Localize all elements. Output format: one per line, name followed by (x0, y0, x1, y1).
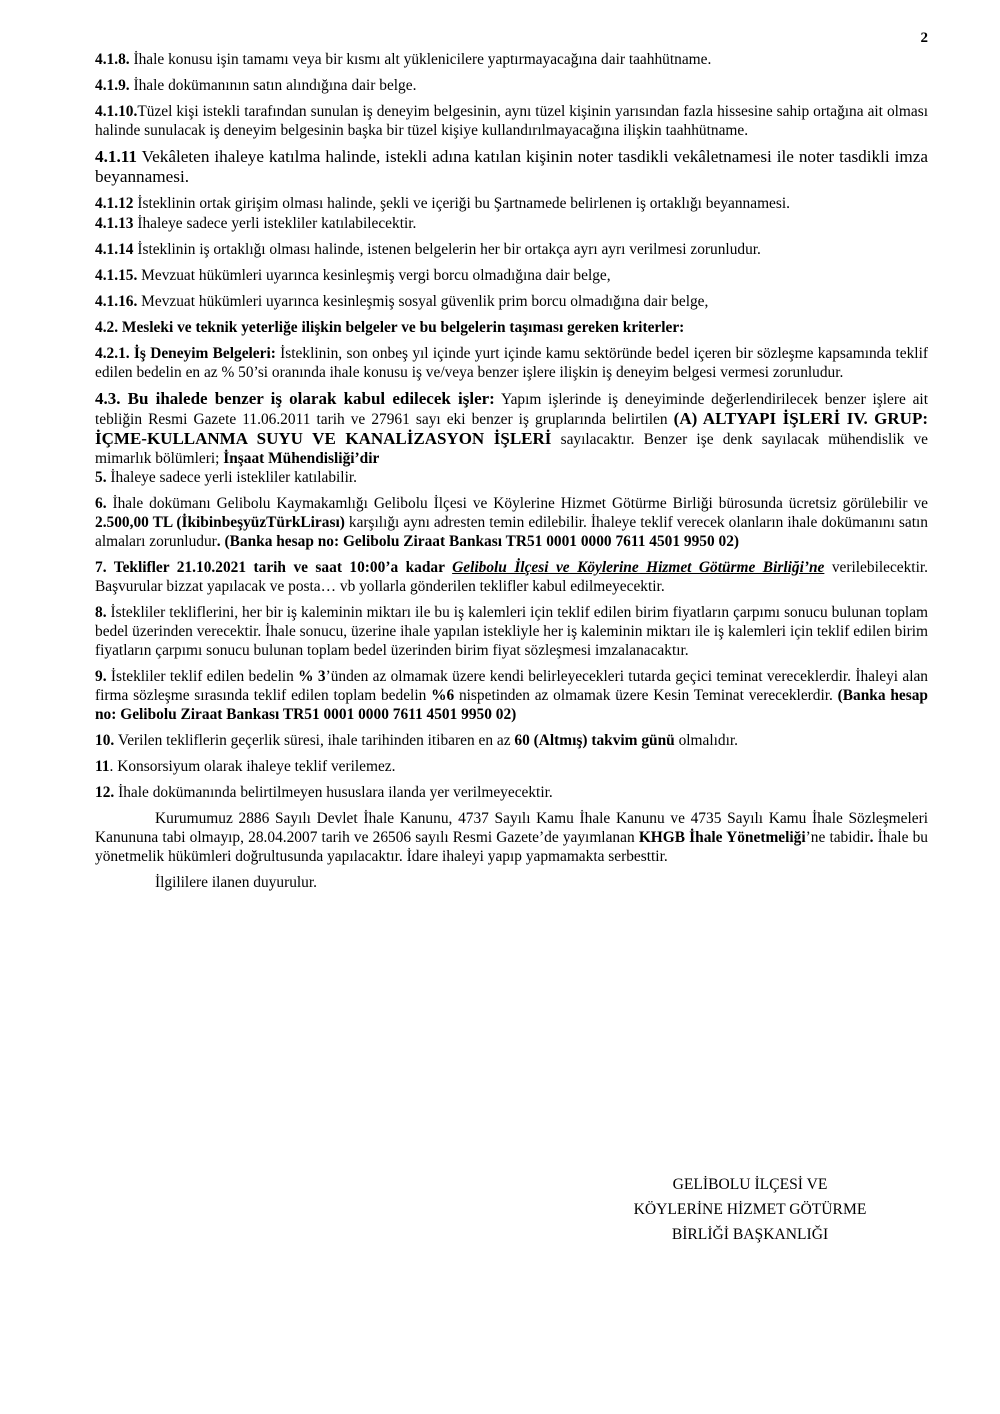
clause-6 (95, 494, 928, 551)
document-body (95, 50, 928, 899)
clause-text: olmalıdır. (674, 732, 739, 749)
clause-4-1-14 (95, 240, 928, 259)
submission-place: Gelibolu İlçesi ve Köylerine Hizmet Götürme Birliği’ne (452, 559, 825, 576)
clause-text: karşılığı aynı adresten temin edilebilir. İhaleye teklif verecek olanların ihale dokümanını satın almaları zorunludur (95, 514, 928, 550)
clause-4-1-16 (95, 292, 928, 311)
clause-number: 4.1.15. (95, 267, 138, 284)
clause-4-1-15 (95, 266, 928, 285)
clause-11 (95, 757, 928, 776)
clause-text: İhale konusu işin tamamı veya bir kısmı alt yüklenicilere yaptırmayacağına dair taahhütname. (129, 51, 712, 68)
clause-number: 4.1.8. (95, 51, 130, 68)
clause-8 (95, 603, 928, 660)
clause-number: 4.1.9. (95, 77, 130, 94)
validity-period: 60 (Altmış) takvim günü (514, 732, 675, 749)
clause-number: 12. (95, 784, 115, 801)
clause-9 (95, 667, 928, 724)
bank-account: . (Banka hesap no: Gelibolu Ziraat Bankası TR51 0001 0000 7611 4501 9950 02) (216, 533, 740, 550)
clause-10 (95, 731, 928, 750)
deadline-text: 7. Teklifler 21.10.2021 tarih ve saat 10:00’a kadar (95, 559, 453, 576)
clause-number: 11 (95, 758, 110, 775)
clause-text: Vekâleten ihaleye katılma halinde, istekli adına katılan kişinin noter tasdikli vekâletnamesi ile noter tasdikli imza beyannamesi. (95, 147, 928, 186)
signature-line-1: GELİBOLU İLÇESİ VE (672, 1176, 828, 1193)
section-heading-text: 4.2. Mesleki ve teknik yeterliğe ilişkin belgeler ve bu belgelerin taşıması gereken kriterler: (95, 319, 685, 336)
signature-block (610, 1172, 890, 1247)
engineering-department: İnşaat Mühendisliği’dir (223, 450, 380, 467)
clause-4-3 (95, 389, 928, 487)
clause-text: Verilen tekliflerin geçerlik süresi, ihale tarihinden itibaren en az (114, 732, 515, 749)
clause-text: İsteklinin ortak girişim olması halinde, şekli ve içeriği bu Şartnamede belirlenen iş ortaklığı beyannamesi. (133, 195, 790, 212)
clause-text: Tüzel kişi istekli tarafından sunulan iş deneyim belgesinin, aynı tüzel kişinin yarısından fazla hissesine sahip ortağına ait olması halinde sunulacak iş deneyim belgesinin başka bir tüzel kişiye kullandırılmayacağına ilişkin taahhütname. (95, 103, 928, 139)
closing-period: . (869, 829, 874, 846)
clause-12 (95, 783, 928, 802)
announcement-text: İlgililere ilanen duyurulur. (155, 874, 317, 891)
clause-text: İhaleye sadece yerli istekliler katılabilir. (106, 469, 357, 486)
closing-text: İhale bu yönetmelik hükümleri doğrultusunda yapılacaktır. İdare ihaleyi yapıp yapmamakta serbesttir. (95, 829, 928, 865)
clause-text: İhaleye sadece yerli istekliler katılabilecektir. (133, 215, 417, 232)
announcement-line (95, 873, 928, 892)
document-price: 2.500,00 TL (İkibinbeşyüzTürkLirası) (95, 514, 345, 531)
signature-line-2: KÖYLERİNE HİZMET GÖTÜRME (633, 1201, 867, 1218)
clause-number: 4.1.12 (95, 195, 134, 212)
clause-number: 8. (95, 604, 107, 621)
clause-text: ’ünden az olmamak üzere kendi belirleyecekleri tutarda geçici teminat vereceklerdir. İhaleyi alan firma sözleşme sırasında teklif edilen toplam bedelin (95, 668, 928, 704)
clause-text: İhale dokümanının satın alındığına dair belge. (129, 77, 417, 94)
clause-text: İstekliler teklif edilen bedelin (106, 668, 299, 685)
clause-text: İstekliler tekliflerini, her bir iş kaleminin miktarı ile bu iş kalemleri için teklif edilen birim fiyatların çarpımı sonucu bulunan toplam bedel üzerinden verecektir. İhale sonucu, üzerine ihale yapılan istekliyle her iş kaleminin miktarı ile iş kalemleri için teklif edilen birim fiyatların çarpımı sonucu bulunan toplam bedel üzerinden birim fiyat sözleşmesi imzalanacaktır. (95, 604, 928, 659)
clause-number: 4.1.14 (95, 241, 134, 258)
clause-number: 4.1.13 (95, 215, 134, 232)
clause-text: nispetinden az olmamak üzere Kesin Teminat vereceklerdir. (454, 687, 838, 704)
clause-number: 4.2.1. İş Deneyim Belgeleri: (95, 345, 276, 362)
clause-text: İhale dokümanı Gelibolu Kaymakamlığı Gelibolu İlçesi ve Köylerine Hizmet Götürme Birliği bürosunda ücretsiz görülebilir ve (106, 495, 928, 512)
bank-account: (Banka hesap no: Gelibolu Ziraat Bankası TR51 0001 0000 7611 4501 9950 02) (95, 687, 928, 723)
clause-7 (95, 558, 928, 596)
clause-number: 4.1.10. (95, 103, 138, 120)
clause-4-1-11 (95, 147, 928, 187)
temporary-guarantee-rate: % 3 (298, 668, 326, 685)
clause-text: . Konsorsiyum olarak ihaleye teklif verilemez. (109, 758, 396, 775)
clause-number: 4.1.16. (95, 293, 138, 310)
clause-text: İsteklinin iş ortaklığı olması halinde, istenen belgelerin her bir ortakça ayrı ayrı verilmesi zorunludur. (133, 241, 761, 258)
clause-text: İhale dokümanında belirtilmeyen hususlara ilanda yer verilmeyecektir. (114, 784, 553, 801)
clause-4-1-13 (95, 214, 928, 233)
clause-number: 5. (95, 469, 107, 486)
similar-work-group: (A) ALTYAPI İŞLERİ IV. GRUP: İÇME-KULLANMA SUYU VE KANALİZASYON İŞLERİ (95, 409, 929, 448)
section-4-2-heading (95, 318, 928, 337)
clause-4-2-1 (95, 344, 928, 382)
clause-text: İsteklinin, son onbeş yıl içinde yurt içinde kamu sektöründe bedel içeren bir sözleşme kapsamında teklif edilen bedelin en az % 50’si oranında ihale konusu iş ve/veya benzer işlere ilişkin iş deneyim belgesi vermesi zorunludur. (95, 345, 928, 381)
clause-number: 6. (95, 495, 107, 512)
clause-number: 9. (95, 668, 107, 685)
clause-text: sayılacaktır. Benzer işe denk sayılacak mühendislik ve mimarlık bölümleri; (95, 431, 928, 467)
closing-text: ’ne tabidir (805, 829, 870, 846)
clause-text: Mevzuat hükümleri uyarınca kesinleşmiş sosyal güvenlik prim borcu olmadığına dair belge, (137, 293, 709, 310)
page-number: 2 (920, 30, 928, 46)
clause-4-1-12 (95, 194, 928, 213)
clause-4-1-8 (95, 50, 928, 69)
closing-paragraph (95, 809, 928, 866)
clause-text: Mevzuat hükümleri uyarınca kesinleşmiş vergi borcu olmadığına dair belge, (137, 267, 611, 284)
clause-number: 10. (95, 732, 115, 749)
clause-text: verilebilecektir. Başvurular bizzat yapılacak ve posta… vb yollarla gönderilen teklifler kabul edilmeyecektir. (95, 559, 928, 595)
clause-4-1-9 (95, 76, 928, 95)
closing-text: Kurumumuz 2886 Sayılı Devlet İhale Kanunu, 4737 Sayılı Kamu İhale Kanunu ve 4735 Sayılı Kamu İhale Sözleşmeleri Kanununa tabi olmayıp, 28.04.2007 tarih ve 26506 sayılı Resmi Gazete’de yayımlanan (95, 810, 928, 846)
clause-text: Yapım işlerinde iş deneyiminde değerlendirilecek benzer işlere ait tebliğin Resmi Gazete 11.06.2011 tarih ve 27961 sayı eki benzer iş gruplarında belirtilen (95, 391, 928, 428)
clause-number: 4.3. Bu ihalede benzer iş olarak kabul edilecek işler: (95, 389, 495, 408)
final-guarantee-rate: %6 (431, 687, 455, 704)
clause-4-1-10 (95, 102, 928, 140)
regulation-name: KHGB İhale Yönetmeliği (638, 829, 806, 846)
clause-number: 4.1.11 (95, 147, 138, 166)
signature-line-3: BİRLİĞİ BAŞKANLIĞI (671, 1226, 829, 1243)
